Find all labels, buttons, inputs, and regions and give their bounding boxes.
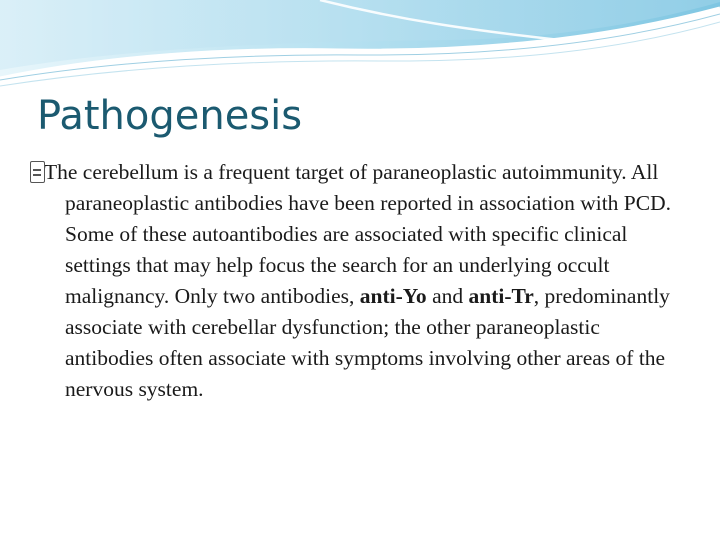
antibody-anti-tr: anti-Tr [468, 284, 534, 308]
decorative-wave-banner [0, 0, 720, 90]
slide-title: Pathogenesis [37, 93, 303, 139]
bullet-text-part-1: The cerebellum is a frequent target of paraneoplastic autoimmunity. All paraneoplastic antibodies have been reported in association with PCD. Some of these autoantibodies are associated with specific clinical settings that may help focus the search for an underlying occult malignancy. Only two antibodies, [44, 160, 672, 308]
antibody-anti-yo: anti-Yo [359, 284, 427, 308]
bullet-item [30, 157, 690, 405]
bullet-marker-icon [30, 161, 45, 183]
bullet-text [30, 157, 690, 405]
bullet-text-part-3: , predominantly associate with cerebellar dysfunction; the other paraneoplastic antibodies often associate with symptoms involving other areas of the nervous system. [65, 284, 670, 401]
bullet-text-part-2: and [426, 284, 469, 308]
